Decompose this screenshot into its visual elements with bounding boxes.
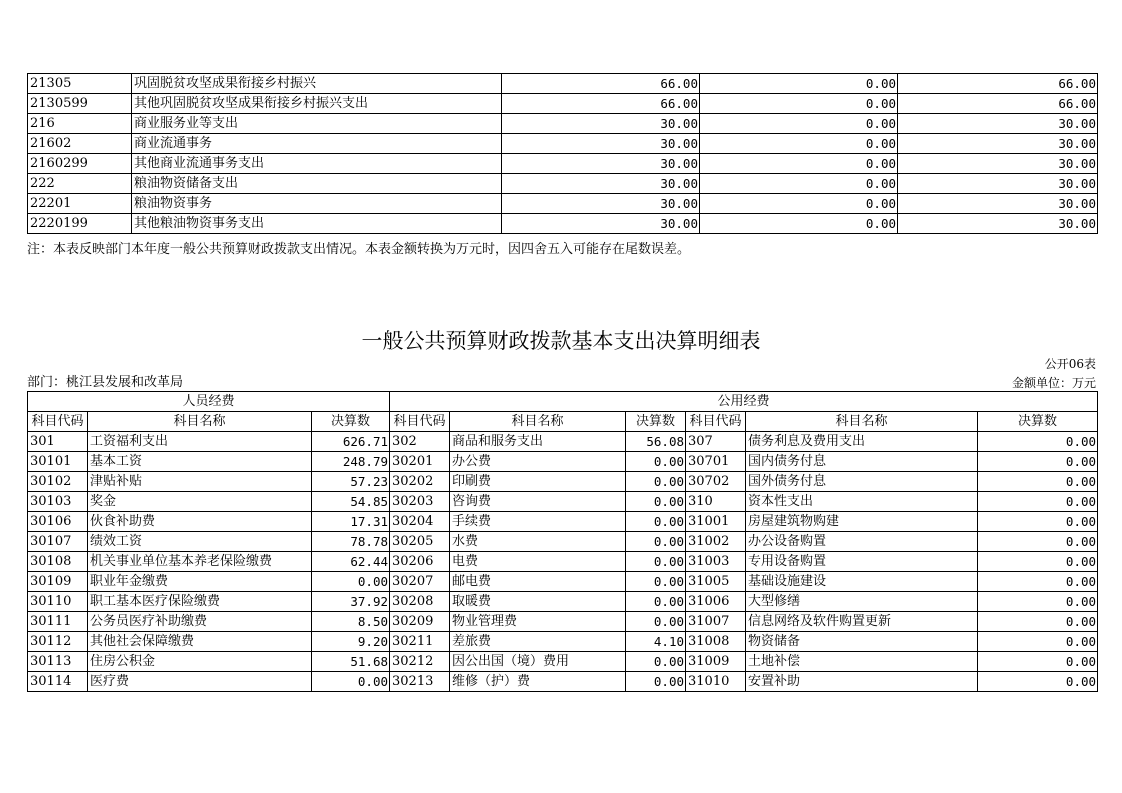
subject-code: 2160299 bbox=[28, 154, 132, 174]
public-amount: 0.00 bbox=[978, 472, 1098, 492]
public-code: 31007 bbox=[686, 612, 746, 632]
subject-name: 商业服务业等支出 bbox=[132, 114, 502, 134]
public-code: 30208 bbox=[390, 592, 450, 612]
amount-cell: 0.00 bbox=[700, 154, 898, 174]
public-name: 取暖费 bbox=[450, 592, 626, 612]
table-row bbox=[28, 512, 1098, 532]
public-amount: 0.00 bbox=[626, 532, 686, 552]
amount-cell: 30.00 bbox=[898, 194, 1098, 214]
public-code: 30205 bbox=[390, 532, 450, 552]
public-code: 30212 bbox=[390, 652, 450, 672]
public-code: 31008 bbox=[686, 632, 746, 652]
public-code: 30204 bbox=[390, 512, 450, 532]
public-code: 31006 bbox=[686, 592, 746, 612]
personnel-name: 基本工资 bbox=[88, 452, 312, 472]
public-name: 办公设备购置 bbox=[746, 532, 978, 552]
amount-cell: 0.00 bbox=[700, 194, 898, 214]
amount-cell: 0.00 bbox=[700, 114, 898, 134]
personnel-name: 伙食补助费 bbox=[88, 512, 312, 532]
public-code: 31001 bbox=[686, 512, 746, 532]
amount-cell: 30.00 bbox=[502, 134, 700, 154]
public-code: 31009 bbox=[686, 652, 746, 672]
public-name: 咨询费 bbox=[450, 492, 626, 512]
public-name: 维修（护）费 bbox=[450, 672, 626, 692]
public-amount: 0.00 bbox=[626, 612, 686, 632]
public-amount: 0.00 bbox=[978, 552, 1098, 572]
public-name: 信息网络及软件购置更新 bbox=[746, 612, 978, 632]
col-amount-header: 决算数 bbox=[312, 412, 390, 432]
amount-cell: 0.00 bbox=[700, 94, 898, 114]
amount-cell: 66.00 bbox=[898, 74, 1098, 94]
public-name: 办公费 bbox=[450, 452, 626, 472]
subject-name: 其他粮油物资事务支出 bbox=[132, 214, 502, 234]
subject-code: 2130599 bbox=[28, 94, 132, 114]
public-code: 31002 bbox=[686, 532, 746, 552]
personnel-amount: 62.44 bbox=[312, 552, 390, 572]
amount-cell: 30.00 bbox=[898, 214, 1098, 234]
personnel-code: 30107 bbox=[28, 532, 88, 552]
public-amount: 0.00 bbox=[626, 552, 686, 572]
table-row bbox=[28, 472, 1098, 492]
personnel-amount: 57.23 bbox=[312, 472, 390, 492]
table-row bbox=[28, 432, 1098, 452]
public-name: 土地补偿 bbox=[746, 652, 978, 672]
public-name: 差旅费 bbox=[450, 632, 626, 652]
amount-cell: 30.00 bbox=[898, 154, 1098, 174]
group-public-header: 公用经费 bbox=[390, 392, 1098, 412]
col-name-header: 科目名称 bbox=[88, 412, 312, 432]
public-code: 31010 bbox=[686, 672, 746, 692]
amount-cell: 30.00 bbox=[898, 174, 1098, 194]
group-header-row bbox=[28, 392, 1098, 412]
public-amount: 0.00 bbox=[978, 572, 1098, 592]
basic-expenditure-detail-table bbox=[27, 391, 1098, 692]
page-title: 一般公共预算财政拨款基本支出决算明细表 bbox=[361, 329, 761, 353]
personnel-amount: 0.00 bbox=[312, 572, 390, 592]
public-name: 国外债务付息 bbox=[746, 472, 978, 492]
amount-cell: 30.00 bbox=[502, 214, 700, 234]
public-amount: 4.10 bbox=[626, 632, 686, 652]
public-amount: 0.00 bbox=[978, 492, 1098, 512]
personnel-amount: 37.92 bbox=[312, 592, 390, 612]
table-row bbox=[28, 552, 1098, 572]
subject-code: 22201 bbox=[28, 194, 132, 214]
public-name: 电费 bbox=[450, 552, 626, 572]
personnel-name: 医疗费 bbox=[88, 672, 312, 692]
public-code: 30206 bbox=[390, 552, 450, 572]
public-amount: 0.00 bbox=[978, 672, 1098, 692]
public-code: 30702 bbox=[686, 472, 746, 492]
amount-cell: 66.00 bbox=[898, 94, 1098, 114]
subject-code: 216 bbox=[28, 114, 132, 134]
column-header-row bbox=[28, 412, 1098, 432]
public-name: 国内债务付息 bbox=[746, 452, 978, 472]
table-row bbox=[28, 154, 1098, 174]
amount-cell: 30.00 bbox=[502, 114, 700, 134]
subject-code: 222 bbox=[28, 174, 132, 194]
table-row bbox=[28, 592, 1098, 612]
public-name: 手续费 bbox=[450, 512, 626, 532]
amount-cell: 0.00 bbox=[700, 134, 898, 154]
public-code: 307 bbox=[686, 432, 746, 452]
table-row bbox=[28, 94, 1098, 114]
amount-cell: 30.00 bbox=[502, 194, 700, 214]
personnel-amount: 17.31 bbox=[312, 512, 390, 532]
subject-code: 2220199 bbox=[28, 214, 132, 234]
personnel-code: 30114 bbox=[28, 672, 88, 692]
public-amount: 0.00 bbox=[978, 432, 1098, 452]
personnel-name: 其他社会保障缴费 bbox=[88, 632, 312, 652]
personnel-amount: 78.78 bbox=[312, 532, 390, 552]
table-row bbox=[28, 194, 1098, 214]
public-amount: 0.00 bbox=[626, 512, 686, 532]
personnel-code: 30112 bbox=[28, 632, 88, 652]
col-code-header: 科目代码 bbox=[390, 412, 450, 432]
subject-name: 粮油物资储备支出 bbox=[132, 174, 502, 194]
amount-cell: 30.00 bbox=[502, 154, 700, 174]
public-name: 专用设备购置 bbox=[746, 552, 978, 572]
personnel-name: 奖金 bbox=[88, 492, 312, 512]
personnel-name: 绩效工资 bbox=[88, 532, 312, 552]
table-row bbox=[28, 74, 1098, 94]
public-name: 邮电费 bbox=[450, 572, 626, 592]
table-row bbox=[28, 174, 1098, 194]
personnel-code: 30103 bbox=[28, 492, 88, 512]
department-label: 部门：桃江县发展和改革局 bbox=[27, 375, 184, 390]
amount-cell: 0.00 bbox=[700, 74, 898, 94]
col-code-header: 科目代码 bbox=[686, 412, 746, 432]
public-amount: 0.00 bbox=[626, 652, 686, 672]
public-amount: 0.00 bbox=[626, 452, 686, 472]
personnel-amount: 9.20 bbox=[312, 632, 390, 652]
public-code: 30207 bbox=[390, 572, 450, 592]
amount-unit-label: 金额单位：万元 bbox=[1011, 376, 1096, 390]
table-note: 注：本表反映部门本年度一般公共预算财政拨款支出情况。本表金额转换为万元时，因四舍五入可能存在尾数误差。 bbox=[27, 242, 691, 257]
amount-cell: 30.00 bbox=[898, 114, 1098, 134]
personnel-name: 职工基本医疗保险缴费 bbox=[88, 592, 312, 612]
public-name: 因公出国（境）费用 bbox=[450, 652, 626, 672]
col-name-header: 科目名称 bbox=[450, 412, 626, 432]
personnel-amount: 626.71 bbox=[312, 432, 390, 452]
table-row bbox=[28, 672, 1098, 692]
public-code: 30201 bbox=[390, 452, 450, 472]
public-name: 大型修缮 bbox=[746, 592, 978, 612]
amount-cell: 30.00 bbox=[898, 134, 1098, 154]
subject-code: 21602 bbox=[28, 134, 132, 154]
public-code: 30211 bbox=[390, 632, 450, 652]
subject-name: 商业流通事务 bbox=[132, 134, 502, 154]
public-amount: 0.00 bbox=[626, 572, 686, 592]
table-row bbox=[28, 214, 1098, 234]
personnel-code: 30109 bbox=[28, 572, 88, 592]
col-amount-header: 决算数 bbox=[626, 412, 686, 432]
detail-table-body bbox=[28, 432, 1098, 692]
public-name: 资本性支出 bbox=[746, 492, 978, 512]
amount-cell: 66.00 bbox=[502, 94, 700, 114]
amount-cell: 66.00 bbox=[502, 74, 700, 94]
personnel-code: 301 bbox=[28, 432, 88, 452]
personnel-name: 职业年金缴费 bbox=[88, 572, 312, 592]
personnel-code: 30108 bbox=[28, 552, 88, 572]
public-amount: 0.00 bbox=[978, 632, 1098, 652]
col-name-header: 科目名称 bbox=[746, 412, 978, 432]
personnel-name: 津贴补贴 bbox=[88, 472, 312, 492]
table-row bbox=[28, 652, 1098, 672]
public-amount: 0.00 bbox=[626, 672, 686, 692]
public-amount: 0.00 bbox=[626, 492, 686, 512]
public-amount: 0.00 bbox=[978, 512, 1098, 532]
public-name: 商品和服务支出 bbox=[450, 432, 626, 452]
amount-cell: 0.00 bbox=[700, 214, 898, 234]
table-number: 公开06表 bbox=[1044, 357, 1096, 371]
subject-name: 其他商业流通事务支出 bbox=[132, 154, 502, 174]
personnel-amount: 54.85 bbox=[312, 492, 390, 512]
table-row bbox=[28, 452, 1098, 472]
public-amount: 0.00 bbox=[978, 652, 1098, 672]
public-amount: 0.00 bbox=[978, 612, 1098, 632]
personnel-code: 30111 bbox=[28, 612, 88, 632]
public-name: 物业管理费 bbox=[450, 612, 626, 632]
subject-name: 粮油物资事务 bbox=[132, 194, 502, 214]
personnel-code: 30102 bbox=[28, 472, 88, 492]
public-name: 水费 bbox=[450, 532, 626, 552]
public-code: 310 bbox=[686, 492, 746, 512]
public-amount: 0.00 bbox=[978, 592, 1098, 612]
group-personnel-header: 人员经费 bbox=[28, 392, 390, 412]
amount-cell: 30.00 bbox=[502, 174, 700, 194]
table-row bbox=[28, 492, 1098, 512]
public-amount: 0.00 bbox=[626, 472, 686, 492]
public-amount: 0.00 bbox=[978, 532, 1098, 552]
personnel-name: 住房公积金 bbox=[88, 652, 312, 672]
personnel-name: 工资福利支出 bbox=[88, 432, 312, 452]
table-row bbox=[28, 572, 1098, 592]
personnel-code: 30101 bbox=[28, 452, 88, 472]
personnel-amount: 8.50 bbox=[312, 612, 390, 632]
public-name: 债务利息及费用支出 bbox=[746, 432, 978, 452]
public-name: 安置补助 bbox=[746, 672, 978, 692]
public-code: 30701 bbox=[686, 452, 746, 472]
table-row bbox=[28, 612, 1098, 632]
public-code: 30202 bbox=[390, 472, 450, 492]
top-expenditure-table bbox=[27, 73, 1098, 234]
personnel-name: 机关事业单位基本养老保险缴费 bbox=[88, 552, 312, 572]
personnel-code: 30113 bbox=[28, 652, 88, 672]
public-amount: 0.00 bbox=[978, 452, 1098, 472]
public-name: 印刷费 bbox=[450, 472, 626, 492]
public-amount: 0.00 bbox=[626, 592, 686, 612]
personnel-name: 公务员医疗补助缴费 bbox=[88, 612, 312, 632]
table-row bbox=[28, 134, 1098, 154]
amount-cell: 0.00 bbox=[700, 174, 898, 194]
public-code: 31005 bbox=[686, 572, 746, 592]
top-table-body bbox=[28, 74, 1098, 234]
subject-name: 巩固脱贫攻坚成果衔接乡村振兴 bbox=[132, 74, 502, 94]
personnel-amount: 248.79 bbox=[312, 452, 390, 472]
subject-name: 其他巩固脱贫攻坚成果衔接乡村振兴支出 bbox=[132, 94, 502, 114]
personnel-code: 30106 bbox=[28, 512, 88, 532]
public-name: 房屋建筑物购建 bbox=[746, 512, 978, 532]
public-code: 302 bbox=[390, 432, 450, 452]
table-row bbox=[28, 114, 1098, 134]
public-name: 基础设施建设 bbox=[746, 572, 978, 592]
table-row bbox=[28, 632, 1098, 652]
col-code-header: 科目代码 bbox=[28, 412, 88, 432]
personnel-amount: 51.68 bbox=[312, 652, 390, 672]
table-row bbox=[28, 532, 1098, 552]
public-amount: 56.08 bbox=[626, 432, 686, 452]
public-code: 30203 bbox=[390, 492, 450, 512]
public-code: 31003 bbox=[686, 552, 746, 572]
personnel-code: 30110 bbox=[28, 592, 88, 612]
public-code: 30209 bbox=[390, 612, 450, 632]
col-amount-header: 决算数 bbox=[978, 412, 1098, 432]
public-code: 30213 bbox=[390, 672, 450, 692]
personnel-amount: 0.00 bbox=[312, 672, 390, 692]
subject-code: 21305 bbox=[28, 74, 132, 94]
public-name: 物资储备 bbox=[746, 632, 978, 652]
